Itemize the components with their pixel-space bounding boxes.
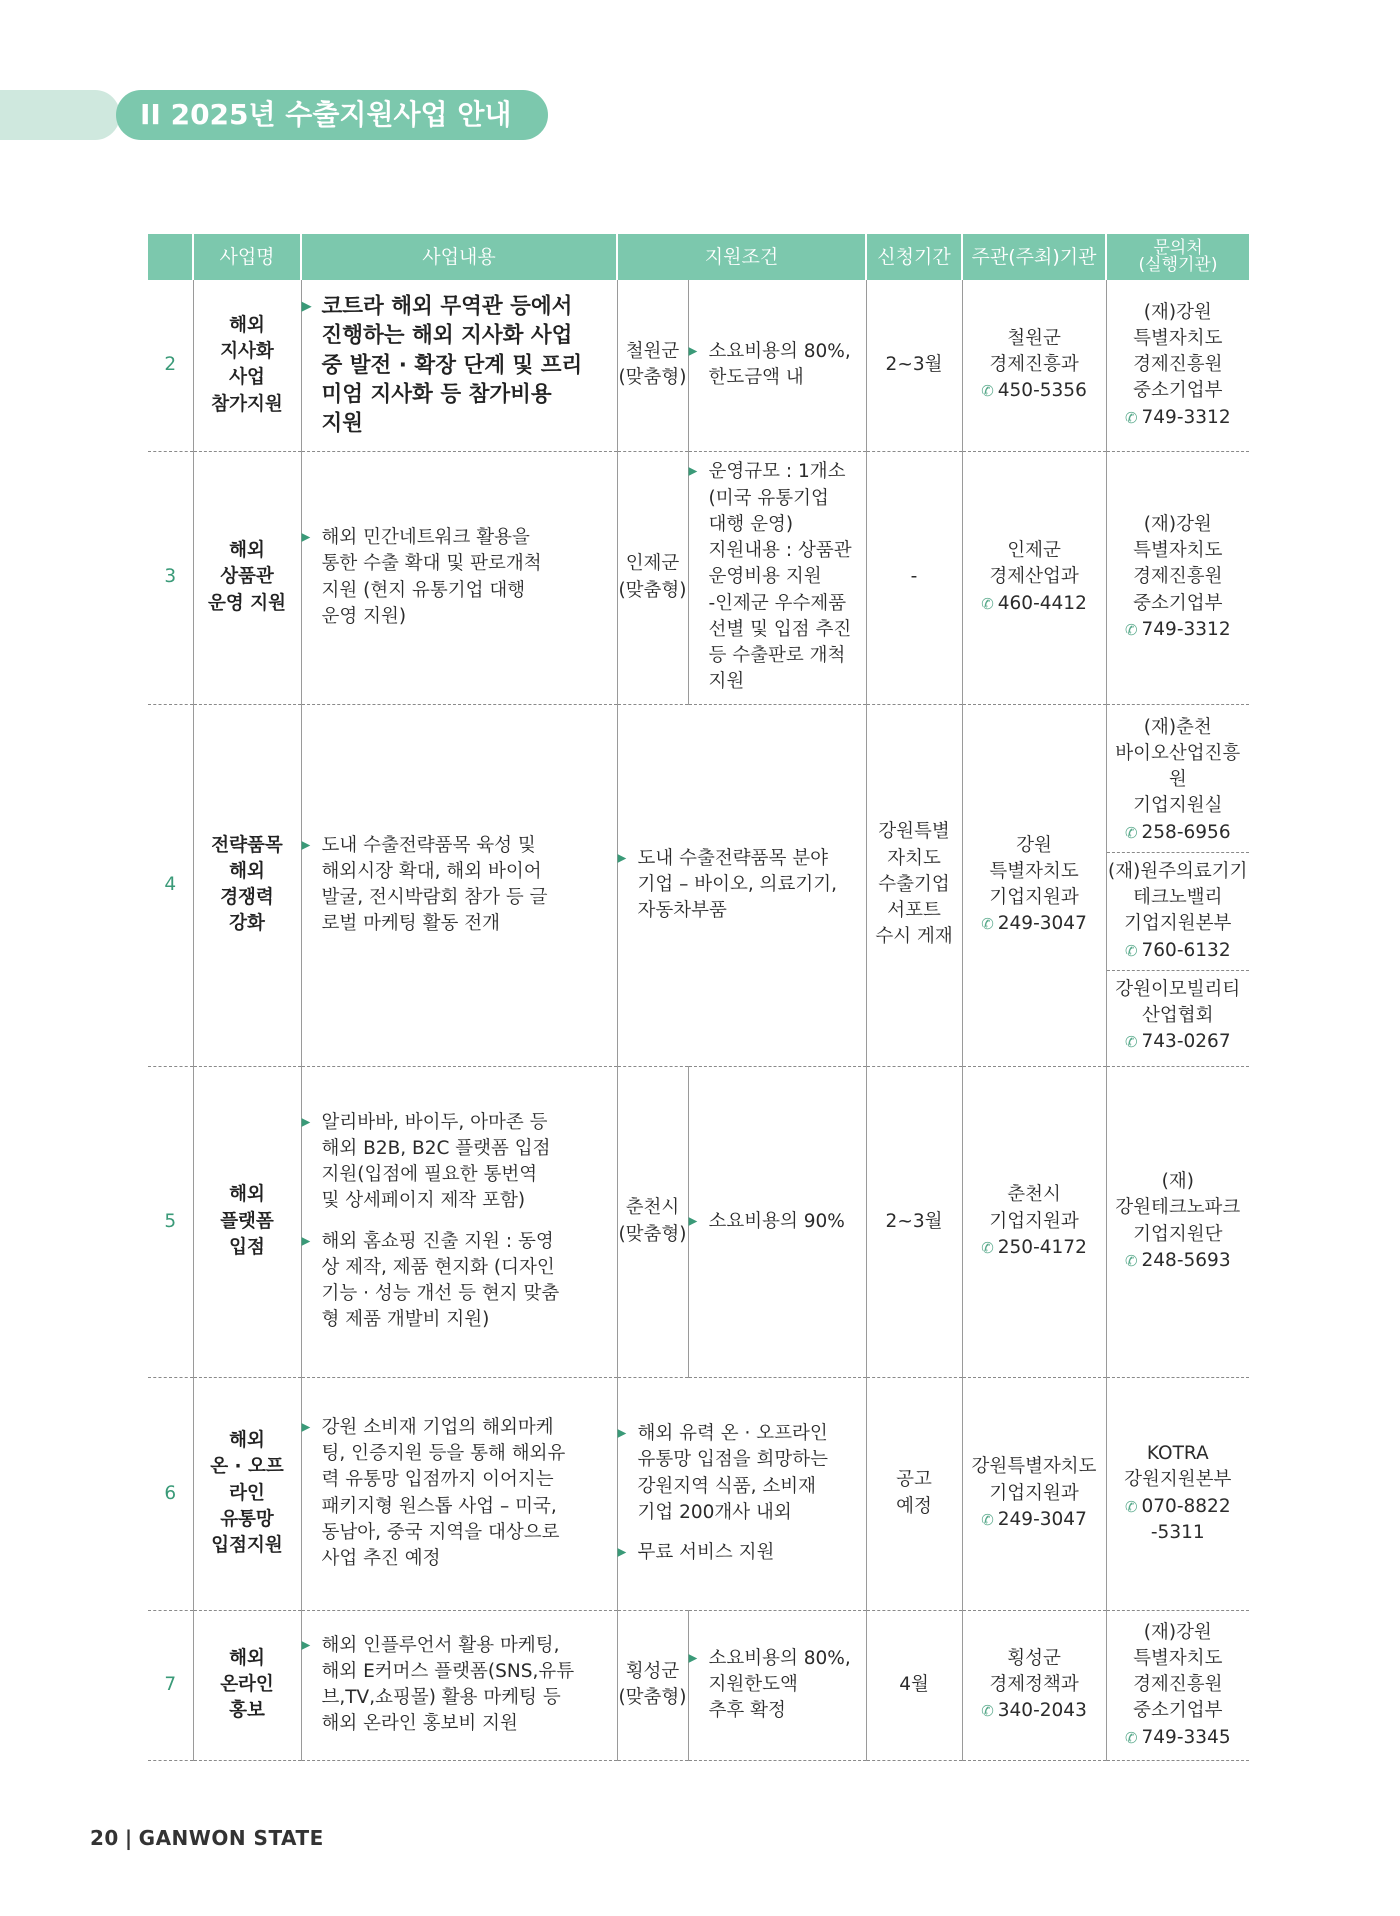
text-line: 횡성군 <box>625 1660 680 1682</box>
table-row <box>148 451 1249 704</box>
text-line: (재) <box>1161 1171 1194 1193</box>
program-name <box>193 704 301 1066</box>
text-line: 강원이모빌리티 <box>1115 978 1241 1000</box>
text-line: 발굴, 전시박람회 참가 등 글 <box>321 887 548 909</box>
text-line: (재)강원 <box>1143 1621 1212 1643</box>
header-strip <box>0 90 120 140</box>
text-line: 참가지원 <box>211 393 283 415</box>
text-line: 강원지원본부 <box>1124 1469 1232 1491</box>
header-period: 신청기간 <box>866 234 962 280</box>
text-line: 기업지원과 <box>989 1210 1079 1232</box>
target-region <box>617 280 688 451</box>
bullet-item <box>618 1421 866 1526</box>
text-line: 해외 B2B, B2C 플랫폼 입점 <box>321 1137 551 1159</box>
target-region <box>617 1066 688 1377</box>
text-line: 횡성군 <box>1007 1647 1061 1669</box>
text-line: ▸ 해외 인플루언서 활용 마케팅, <box>321 1634 560 1656</box>
text-line: 해외시장 확대, 해외 바이어 <box>321 860 542 882</box>
text-line: 한도금액 내 <box>708 367 804 389</box>
text-line: 경제진흥원 <box>1133 566 1223 588</box>
text-line: ▸ 해외 홈쇼핑 진출 지원 : 동영 <box>321 1230 554 1252</box>
phone-number: ✆ 760-6132 <box>1124 939 1231 961</box>
bullet-item <box>302 833 617 938</box>
text-line: 사업 추진 예정 <box>321 1548 441 1570</box>
text-line: ▸ 도내 수출전략품목 육성 및 <box>321 834 536 856</box>
text-line: 동남아, 중국 지역을 대상으로 <box>321 1521 560 1543</box>
program-content <box>301 1066 617 1377</box>
text-line: ▸ 소요비용의 80%, <box>708 340 851 362</box>
row-number: 3 <box>148 451 193 704</box>
row-number: 6 <box>148 1377 193 1610</box>
text-line: (재)원주의료기기 <box>1107 860 1248 882</box>
bullet-item <box>302 525 617 630</box>
support-conditions <box>688 1066 866 1377</box>
text-line: 지원(입점에 필요한 통번역 <box>321 1164 538 1186</box>
text-line: 팅, 인증지원 등을 통해 해외유 <box>321 1443 566 1465</box>
text-line: 유통망 <box>220 1508 274 1530</box>
text-line: 플랫폼 <box>220 1210 274 1232</box>
text-line: 등 수출판로 개척 <box>708 645 846 667</box>
program-content <box>301 280 617 451</box>
text-line: 사업 <box>229 367 265 389</box>
phone-icon: ✆ <box>1124 1033 1138 1052</box>
text-line: ▸ 운영규모 : 1개소 <box>708 461 846 483</box>
support-conditions <box>688 451 866 704</box>
phone-number: ✆ 070-8822 <box>1124 1495 1231 1517</box>
table-row <box>148 1377 1249 1610</box>
page-number: 20 <box>90 1826 119 1850</box>
phone-number: ✆ 340-2043 <box>981 1700 1087 1722</box>
text-line: ▸ 해외 민간네트워크 활용을 <box>321 526 530 548</box>
text-line: 유통망 입점을 희망하는 <box>637 1449 828 1471</box>
text-line: 입점지원 <box>211 1535 283 1557</box>
text-line: 철원군 <box>1007 327 1061 349</box>
phone-icon: ✆ <box>981 1510 994 1529</box>
program-content <box>301 704 617 1066</box>
text-line: 해외 <box>229 314 265 336</box>
application-period <box>866 280 962 451</box>
phone-number: ✆ 749-3345 <box>1124 1726 1231 1748</box>
text-line: (재)강원 <box>1143 301 1212 323</box>
text-line: 형 제품 개발비 지원) <box>321 1309 490 1331</box>
text-line: ▸ 소요비용의 90% <box>708 1210 845 1232</box>
text-line: 전략품목 <box>211 834 283 856</box>
text-line: (미국 유통기업 <box>708 487 829 509</box>
text-line: 특별자치도 <box>1133 540 1223 562</box>
row-number: 5 <box>148 1066 193 1377</box>
text-line: (재)춘천 <box>1143 716 1212 738</box>
section-title: II 2025년 수출지원사업 안내 <box>116 90 548 140</box>
text-line: 지원 <box>708 671 745 693</box>
bullet-item <box>618 846 866 925</box>
phone-number: ✆ 450-5356 <box>981 380 1087 402</box>
text-line: 운영 지원 <box>208 592 286 614</box>
phone-icon: ✆ <box>981 1238 994 1257</box>
text-line: 온 · 오프 <box>210 1456 284 1478</box>
text-line: KOTRA <box>1146 1443 1209 1465</box>
text-line: 로벌 마케팅 활동 전개 <box>321 913 500 935</box>
contact-info: KOTRA 강원지원본부 ✆ 070-8822 -5311 <box>1106 1377 1249 1610</box>
host-organization <box>962 704 1106 1066</box>
phone-icon: ✆ <box>1124 1497 1138 1516</box>
text-line: ▸ 도내 수출전략품목 분야 <box>637 847 828 869</box>
text-line: 기능 · 성능 개선 등 현지 맞춤 <box>321 1283 560 1305</box>
text-line: 브,TV,쇼핑몰) 활용 마케팅 등 <box>321 1687 561 1709</box>
text-line: 바이오산업진흥원 <box>1115 742 1241 791</box>
phone-number: ✆ 749-3312 <box>1124 406 1231 428</box>
bullet-item <box>689 1646 866 1725</box>
text-line: 라인 <box>229 1482 265 1504</box>
text-line: 경제진흥과 <box>989 354 1079 376</box>
text-line: 해외 <box>229 860 265 882</box>
text-line: 자치도 <box>887 847 941 869</box>
bullet-item <box>302 1415 617 1573</box>
bullet-item <box>302 1633 617 1738</box>
text-line: (맞춤형) <box>618 1223 687 1245</box>
text-line: 상품관 <box>220 566 274 588</box>
text-line: 해외 <box>229 1647 265 1669</box>
contact-block <box>1107 970 1250 1062</box>
text-line: 인제군 <box>625 553 680 575</box>
text-line: 중소기업부 <box>1133 592 1223 614</box>
contact-info <box>1106 280 1249 451</box>
table-row <box>148 1610 1249 1760</box>
text-line: ▸ 코트라 해외 무역관 등에서 <box>321 294 573 320</box>
text-line: ▸ 알리바바, 바이두, 아마존 등 <box>321 1111 548 1133</box>
text-line: 2~3월 <box>885 354 943 376</box>
program-name <box>193 1610 301 1760</box>
text-line: 공고 <box>896 1469 932 1491</box>
host-organization <box>962 1610 1106 1760</box>
text-line: 경쟁력 <box>220 887 274 909</box>
support-conditions <box>617 1377 866 1610</box>
phone-number: ✆ 250-4172 <box>981 1236 1087 1258</box>
text-line: 해외 <box>229 1184 265 1206</box>
text-line: 강원 <box>1016 834 1052 856</box>
text-line: 중 발전 · 확장 단계 및 프리 <box>321 352 583 378</box>
host-organization <box>962 451 1106 704</box>
text-line: 대행 운영) <box>708 513 794 535</box>
text-line: 자동차부품 <box>637 900 727 922</box>
text-line: - <box>910 566 918 588</box>
header-name: 사업명 <box>193 234 301 280</box>
bullet-item <box>689 459 866 695</box>
row-number: 4 <box>148 704 193 1066</box>
text-line: (맞춤형) <box>618 579 687 601</box>
text-line: ▸ 강원 소비재 기업의 해외마케 <box>321 1416 554 1438</box>
contact-info <box>1106 451 1249 704</box>
text-line: 중소기업부 <box>1133 380 1223 402</box>
page-footer: 20 | GANWON STATE <box>90 1826 324 1850</box>
contact-block <box>1107 852 1250 970</box>
text-line: 미엄 지사화 등 참가비용 <box>321 381 552 407</box>
host-organization <box>962 1066 1106 1377</box>
phone-number: ✆ 258-6956 <box>1124 821 1231 843</box>
application-period <box>866 451 962 704</box>
phone-icon: ✆ <box>1124 1728 1138 1747</box>
text-line: 기업지원단 <box>1133 1223 1223 1245</box>
application-period <box>866 1610 962 1760</box>
target-region <box>617 451 688 704</box>
text-line: 지원내용 : 상품관 <box>708 540 852 562</box>
text-line: 지원 (현지 유통기업 대행 <box>321 579 526 601</box>
text-line: 수출기업 <box>878 873 950 895</box>
text-line: 지사화 <box>220 340 274 362</box>
program-name <box>193 1066 301 1377</box>
text-line: 특별자치도 <box>1133 327 1223 349</box>
text-line: 테크노밸리 <box>1133 887 1223 909</box>
text-line: 기업지원실 <box>1133 795 1223 817</box>
text-line: 해외 E커머스 플랫폼(SNS,유튜 <box>321 1660 575 1682</box>
phone-number: ✆ 743-0267 <box>1124 1031 1231 1053</box>
support-conditions <box>688 280 866 451</box>
program-content <box>301 1377 617 1610</box>
bullet-item <box>689 1209 866 1235</box>
text-line: 패키지형 원스톱 사업 – 미국, <box>321 1495 557 1517</box>
host-organization <box>962 280 1106 451</box>
text-line: 예정 <box>896 1495 932 1517</box>
text-line: 철원군 <box>625 340 680 362</box>
text-line: 상 제작, 제품 현지화 (디자인 <box>321 1256 555 1278</box>
text-line: 기업 200개사 내외 <box>637 1501 792 1523</box>
text-line: 추후 확정 <box>708 1700 786 1722</box>
text-line: 기업 – 바이오, 의료기기, <box>637 873 837 895</box>
phone-icon: ✆ <box>1124 823 1138 842</box>
phone-icon: ✆ <box>1124 1251 1138 1270</box>
text-line: 해외 <box>229 1430 265 1452</box>
text-line: 입점 <box>229 1236 265 1258</box>
text-line: 경제진흥원 <box>1133 354 1223 376</box>
header-num <box>148 234 193 280</box>
text-line: 통한 수출 확대 및 판로개척 <box>321 553 542 575</box>
text-line: 기업지원과 <box>989 1482 1079 1504</box>
footer-brand: GANWON STATE <box>138 1826 324 1850</box>
text-line: 해외 온라인 홍보비 지원 <box>321 1713 518 1735</box>
application-period <box>866 704 962 1066</box>
text-line: 운영비용 지원 <box>708 566 822 588</box>
contact-block <box>1107 709 1250 852</box>
text-line: 강원특별 <box>878 821 950 843</box>
text-line: 특별자치도 <box>1133 1647 1223 1669</box>
phone-icon: ✆ <box>1124 620 1138 639</box>
text-line: 운영 지원) <box>321 605 407 627</box>
phone-icon: ✆ <box>981 915 994 934</box>
text-line: (맞춤형) <box>618 1687 687 1709</box>
text-line: ▸ 소요비용의 80%, <box>708 1647 851 1669</box>
target-region <box>617 1610 688 1760</box>
text-line: 2~3월 <box>885 1210 943 1232</box>
text-line: ▸ 무료 서비스 지원 <box>637 1542 775 1564</box>
bullet-item <box>302 1110 617 1215</box>
table-row <box>148 704 1249 1066</box>
contact-info <box>1106 1610 1249 1760</box>
text-line: 중소기업부 <box>1133 1700 1223 1722</box>
contact-info <box>1106 1066 1249 1377</box>
text-line: 경제진흥원 <box>1133 1674 1223 1696</box>
text-line: ▸ 해외 유력 온 · 오프라인 <box>637 1423 828 1445</box>
text-line: 경제정책과 <box>989 1674 1079 1696</box>
program-content <box>301 1610 617 1760</box>
text-line: 서포트 <box>887 900 941 922</box>
text-line: 경제산업과 <box>989 566 1079 588</box>
support-program-table <box>148 234 1249 1761</box>
text-line: -인제군 우수제품 <box>708 592 847 614</box>
text-line: 진행하는 해외 지사화 사업 <box>321 323 573 349</box>
phone-icon: ✆ <box>981 594 994 613</box>
text-line: 선별 및 입점 추진 <box>708 618 852 640</box>
text-line: 기업지원과 <box>989 887 1079 909</box>
phone-icon: ✆ <box>1124 408 1138 427</box>
text-line: 및 상세페이지 제작 포함) <box>321 1190 526 1212</box>
text-line: (재)강원 <box>1143 513 1212 535</box>
phone-icon: ✆ <box>981 1702 994 1721</box>
text-line: 인제군 <box>1007 540 1061 562</box>
text-line: (맞춤형) <box>618 367 687 389</box>
text-line: 강원테크노파크 <box>1115 1197 1241 1219</box>
phone-number: ✆ 460-4412 <box>981 592 1087 614</box>
program-content <box>301 451 617 704</box>
phone-number: ✆ 248-5693 <box>1124 1249 1231 1271</box>
table-header-row <box>148 234 1249 280</box>
host-organization <box>962 1377 1106 1610</box>
application-period <box>866 1066 962 1377</box>
contact-info <box>1106 704 1249 1066</box>
application-period <box>866 1377 962 1610</box>
header-org: 주관(주최)기관 <box>962 234 1106 280</box>
text-line: 4월 <box>899 1674 929 1696</box>
support-conditions <box>617 704 866 1066</box>
program-name <box>193 1377 301 1610</box>
text-line: 해외 <box>229 540 265 562</box>
bullet-item <box>689 339 866 392</box>
row-number: 7 <box>148 1610 193 1760</box>
program-name <box>193 280 301 451</box>
text-line: 춘천시 <box>625 1197 680 1219</box>
text-line: 온라인 <box>220 1674 274 1696</box>
text-line: 수시 게재 <box>875 926 953 948</box>
bullet-item <box>302 1229 617 1334</box>
phone-number: ✆ 249-3047 <box>981 913 1087 935</box>
phone-number: ✆ 249-3047 <box>981 1508 1087 1530</box>
text-line: 춘천시 <box>1007 1184 1061 1206</box>
text-line: 강원지역 식품, 소비재 <box>637 1475 816 1497</box>
program-name <box>193 451 301 704</box>
text-line: 력 유통망 입점까지 이어지는 <box>321 1469 554 1491</box>
text-line: 지원한도액 <box>708 1674 798 1696</box>
table-row <box>148 280 1249 451</box>
text-line: 강원특별자치도 <box>971 1456 1097 1478</box>
header-contact: 문의처 (실행기관) <box>1106 234 1249 280</box>
support-conditions <box>688 1610 866 1760</box>
header-conditions: 지원조건 <box>617 234 866 280</box>
phone-number: ✆ 749-3312 <box>1124 618 1231 640</box>
phone-icon: ✆ <box>1124 941 1138 960</box>
table-row <box>148 1066 1249 1377</box>
text-line: 산업협회 <box>1142 1005 1214 1027</box>
bullet-item <box>302 292 617 438</box>
bullet-item <box>618 1540 866 1566</box>
text-line: 강화 <box>229 913 265 935</box>
text-line: 기업지원본부 <box>1124 913 1232 935</box>
text-line: 홍보 <box>229 1700 265 1722</box>
row-number: 2 <box>148 280 193 451</box>
phone-icon: ✆ <box>981 382 994 401</box>
text-line: 지원 <box>321 411 364 437</box>
header-content: 사업내용 <box>301 234 617 280</box>
text-line: 특별자치도 <box>989 860 1079 882</box>
